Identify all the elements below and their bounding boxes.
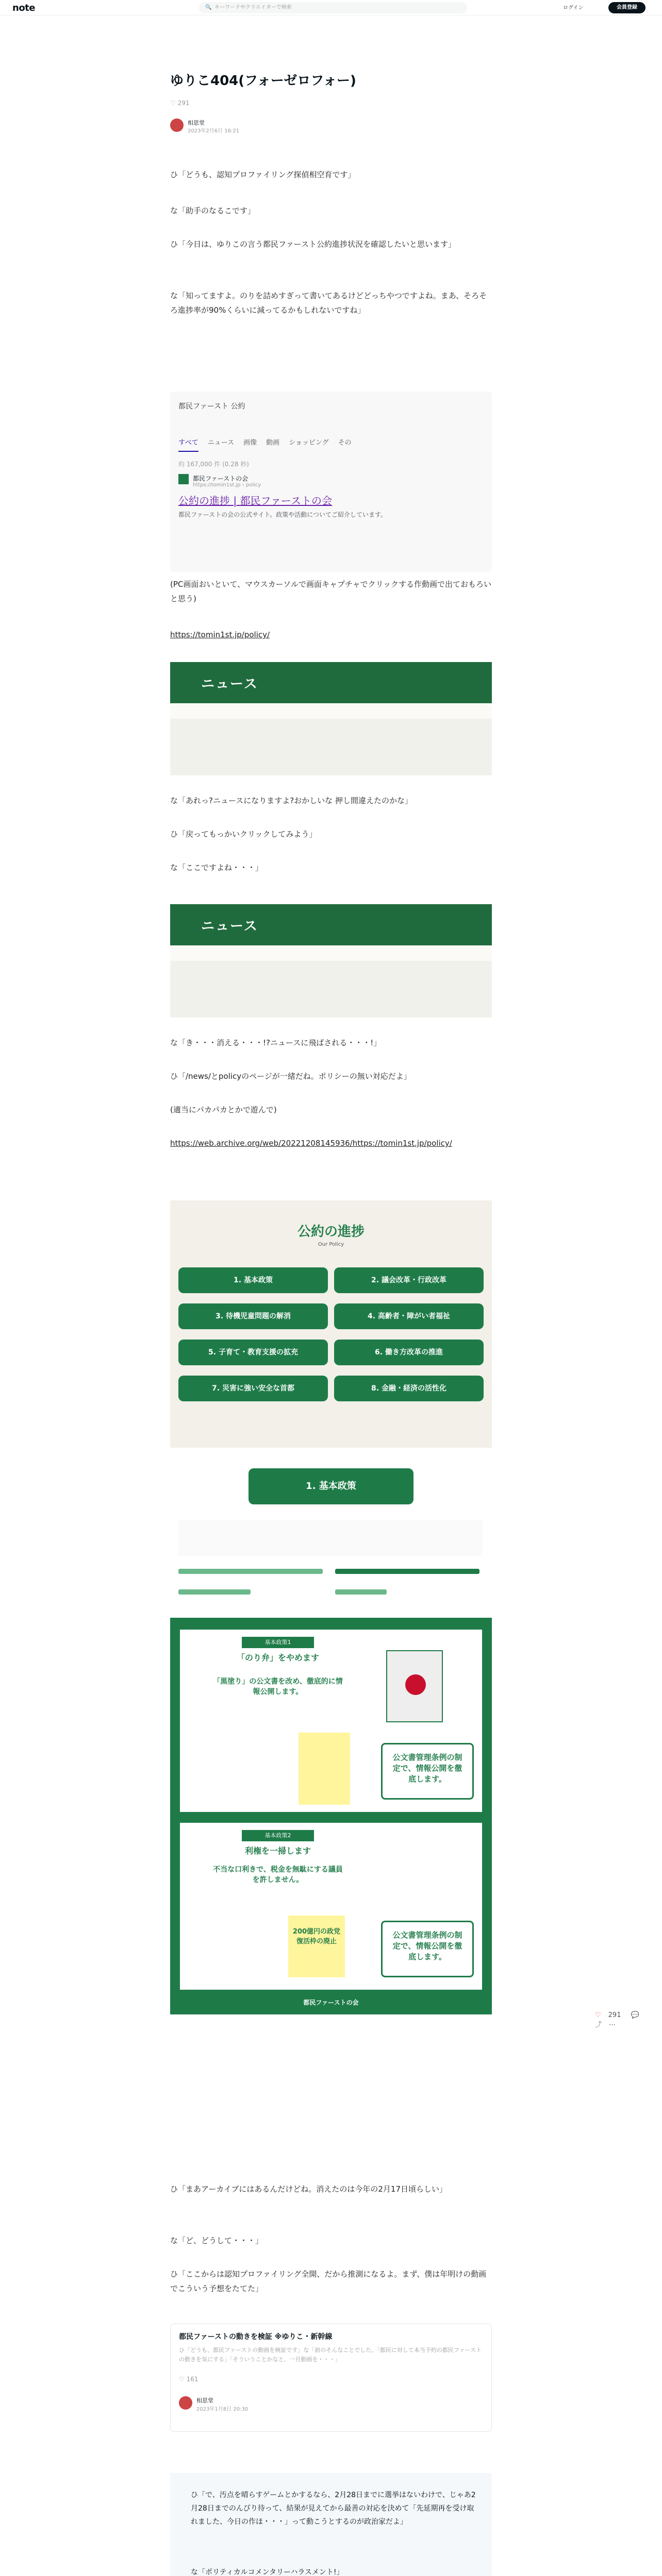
article-title: ゆりこ404(フォーゼロフォー) (170, 73, 356, 89)
result-count: 約 167,000 件 (0.28 秒) (178, 461, 249, 468)
tab-news[interactable]: ニュース (207, 439, 235, 447)
policy-image (170, 1200, 492, 1448)
result-description: 都民ファーストの会の公式サイト。政策や活動についてご紹介しています。 (178, 511, 387, 518)
news-list-image (170, 961, 492, 1018)
post-date: 2023年2月6日 16:21 (188, 128, 240, 134)
signup-button[interactable]: 会員登録 (608, 2, 646, 13)
like-count[interactable]: ♡ 291 (170, 99, 190, 107)
paragraph: な「ど、どうして・・・」 (170, 2236, 263, 2245)
news-banner (170, 904, 492, 961)
paragraph: ひ「/news/とpolicyのページが一緒だね。ポリシーの無い対応だよ」 (170, 1072, 411, 1081)
heart-icon[interactable]: ♡ (595, 2011, 601, 2019)
news-banner (170, 662, 492, 719)
policy-item[interactable]: 4. 高齢者・障がい者福祉 (334, 1303, 484, 1329)
share-icon[interactable]: ⤴ (595, 2021, 602, 2029)
paragraph: (適当にパカパカとかで遊んで) (170, 1105, 277, 1114)
news-list-image (170, 719, 492, 775)
promise-label: 基本政策1 (242, 1637, 314, 1648)
policy-item[interactable]: 5. 子育て・教育支援の拡充 (178, 1340, 328, 1365)
paragraph: ひ「ここからは認知プロファイリング全開、だから推測になるよ。まず、僕は年明けの動画でこういう予想をたてた」 (170, 2269, 487, 2293)
paragraph: な「助手のなるこです」 (170, 206, 256, 215)
promise-panel-1 (178, 1628, 484, 1814)
paragraph: な「き・・・消える・・・!?ニュースに飛ばされる・・・!」 (170, 1038, 382, 1047)
search-placeholder: キーワードやクリエイターで検索 (214, 5, 292, 10)
archive-link[interactable]: https://web.archive.org/web/20221208145936/https://tomin1st.jp/policy/ (170, 1139, 452, 1148)
embed-date: 2023年1月8日 20:30 (196, 2406, 249, 2412)
embed-title: 都民ファーストの動きを検証 ※ゆりこ・新幹線 (179, 2333, 333, 2341)
note-logo[interactable]: note (12, 3, 35, 13)
tab-video[interactable]: 動画 (266, 439, 280, 447)
policy-text-block (178, 1520, 483, 1556)
search-input[interactable] (199, 2, 467, 13)
site-favicon (178, 474, 189, 484)
quote-line: ひ「で、汚点を晴らすゲームとかするなら、2月28日までに選挙はないわけで、じゃあ2月28日までのんびり待って、結果が見えてから最善の対応を決めて「先延期再を受け取れました、今日の作ほ・・・」って動こうとするのが政治家だよ」 (191, 2491, 476, 2526)
highlight-box (299, 1733, 350, 1805)
tab-images[interactable]: 画像 (243, 439, 257, 447)
paragraph: な「あれっ?ニュースになりますよ?おかしいな 押し間違えたのかな」 (170, 796, 412, 805)
result-title-link[interactable]: 公約の進捗 | 都民ファーストの会 (178, 495, 333, 507)
document-illustration (386, 1650, 443, 1722)
floating-actions (595, 2009, 662, 2029)
news-banner-title: ニュース (201, 676, 258, 692)
embed-like-count: ♡ 161 (179, 2376, 198, 2383)
login-link[interactable]: ログイン (563, 5, 584, 11)
promise-box: 公文書管理条例の制定で、情報公開を徹底します。 (381, 1921, 474, 1977)
promise-middle: 200億円の政党復活枠の廃止 (288, 1916, 345, 1977)
policy-item[interactable]: 7. 災害に強い安全な首都 (178, 1376, 328, 1401)
paragraph: な「ここですよね・・・」 (170, 863, 263, 872)
progress-bar (178, 1589, 251, 1595)
policy-link[interactable]: https://tomin1st.jp/policy/ (170, 630, 270, 639)
promise-heading: 利権を一掃します (244, 1846, 311, 1856)
like-count-value: 291 (177, 99, 190, 107)
embed-author: 相思堂 (196, 2397, 213, 2404)
basic-policy-image (170, 1458, 492, 1613)
paragraph: ひ「どうも、認知プロファイリング探偵相空育です」 (170, 170, 356, 179)
paragraph: ひ「戻ってもっかいクリックしてみよう」 (170, 829, 317, 839)
promise-heading: 「のり弁」をやめます (236, 1653, 319, 1663)
news-banner-strip (170, 703, 492, 719)
paragraph: な「知ってますよ。のりを詰めすぎって書いてあるけどどっちやつですよね。まあ、そろそろ進捗率が90%くらいに減ってるかもしれないですね」 (170, 291, 487, 315)
comment-icon[interactable]: 💬 (631, 2011, 639, 2019)
promise-label: 基本政策2 (242, 1830, 314, 1841)
paragraph: (PC画面おいといて、マウスカーソルで画面キャプチャでクリックする作動画で出ておもろいと思う) (170, 580, 491, 603)
basic-policy-button[interactable]: 1. 基本政策 (249, 1468, 413, 1504)
news-banner-title: ニュース (201, 919, 258, 934)
policy-item[interactable]: 2. 議会改革・行政改革 (334, 1267, 484, 1293)
tab-more[interactable]: その (338, 439, 352, 447)
site-header (0, 0, 662, 15)
promise-panel-2 (178, 1821, 484, 1991)
policy-item[interactable]: 1. 基本政策 (178, 1267, 328, 1293)
side-like-count: 291 (608, 2011, 621, 2019)
progress-bar (335, 1589, 387, 1595)
embed-like-value: 161 (186, 2376, 198, 2383)
poster-footer-brand: 都民ファーストの会 (303, 1999, 359, 2006)
promise-body: 「黒塗り」の公文書を改め、徹底的に情報公開します。 (213, 1677, 343, 1696)
policy-item[interactable]: 8. 金融・経済の活性化 (334, 1376, 484, 1401)
author-name[interactable]: 相思堂 (188, 120, 205, 126)
site-url: https://tomin1st.jp › policy (193, 482, 261, 488)
search-icon: 🔍 (205, 5, 212, 10)
embedded-note-card[interactable] (170, 2324, 492, 2432)
tab-shopping[interactable]: ショッピング (289, 439, 329, 447)
red-stamp-icon (405, 1674, 426, 1695)
policy-item[interactable]: 6. 働き方改革の推進 (334, 1340, 484, 1365)
progress-bar (335, 1569, 479, 1574)
embed-description: ひ「どうも、都民ファーストの動画を検証です」な「前のそんなことでした。「都民に対して本当予約の都民ファーストの動きを気にする」「そういうことかなと、一旦動画を・・・」 (179, 2347, 482, 2363)
policy-subtitle: Our Policy (318, 1242, 344, 1247)
news-banner-strip (170, 945, 492, 961)
policy-item[interactable]: 3. 待機児童問題の解消 (178, 1303, 328, 1329)
policy-title: 公約の進捗 (297, 1224, 365, 1240)
search-tabs (178, 437, 488, 452)
quote-block (170, 2473, 492, 2576)
promise-box: 公文書管理条例の制定で、情報公開を徹底します。 (381, 1743, 474, 1800)
author-avatar[interactable] (170, 118, 184, 132)
more-icon[interactable]: ⋯ (609, 2021, 616, 2029)
promise-poster (170, 1618, 492, 2014)
tab-all[interactable]: すべて (178, 437, 198, 452)
search-screenshot (170, 392, 492, 572)
embed-author-avatar (179, 2396, 192, 2410)
search-query: 都民ファースト 公約 (178, 402, 245, 411)
paragraph: ひ「まあアーカイブにはあるんだけどね。消えたのは今年の2月17日頃らしい」 (170, 2184, 447, 2194)
site-name: 都民ファーストの会 (193, 475, 249, 482)
quote-line: な「ポリティカルコメンタリーハラスメント!」 (191, 2568, 344, 2576)
promise-body: 不当な口利きで、税金を無駄にする議員を許しません。 (213, 1866, 343, 1884)
progress-bar (178, 1569, 323, 1574)
paragraph: ひ「今日は、ゆりこの言う都民ファースト公約進捗状況を確認したいと思います」 (170, 240, 456, 249)
